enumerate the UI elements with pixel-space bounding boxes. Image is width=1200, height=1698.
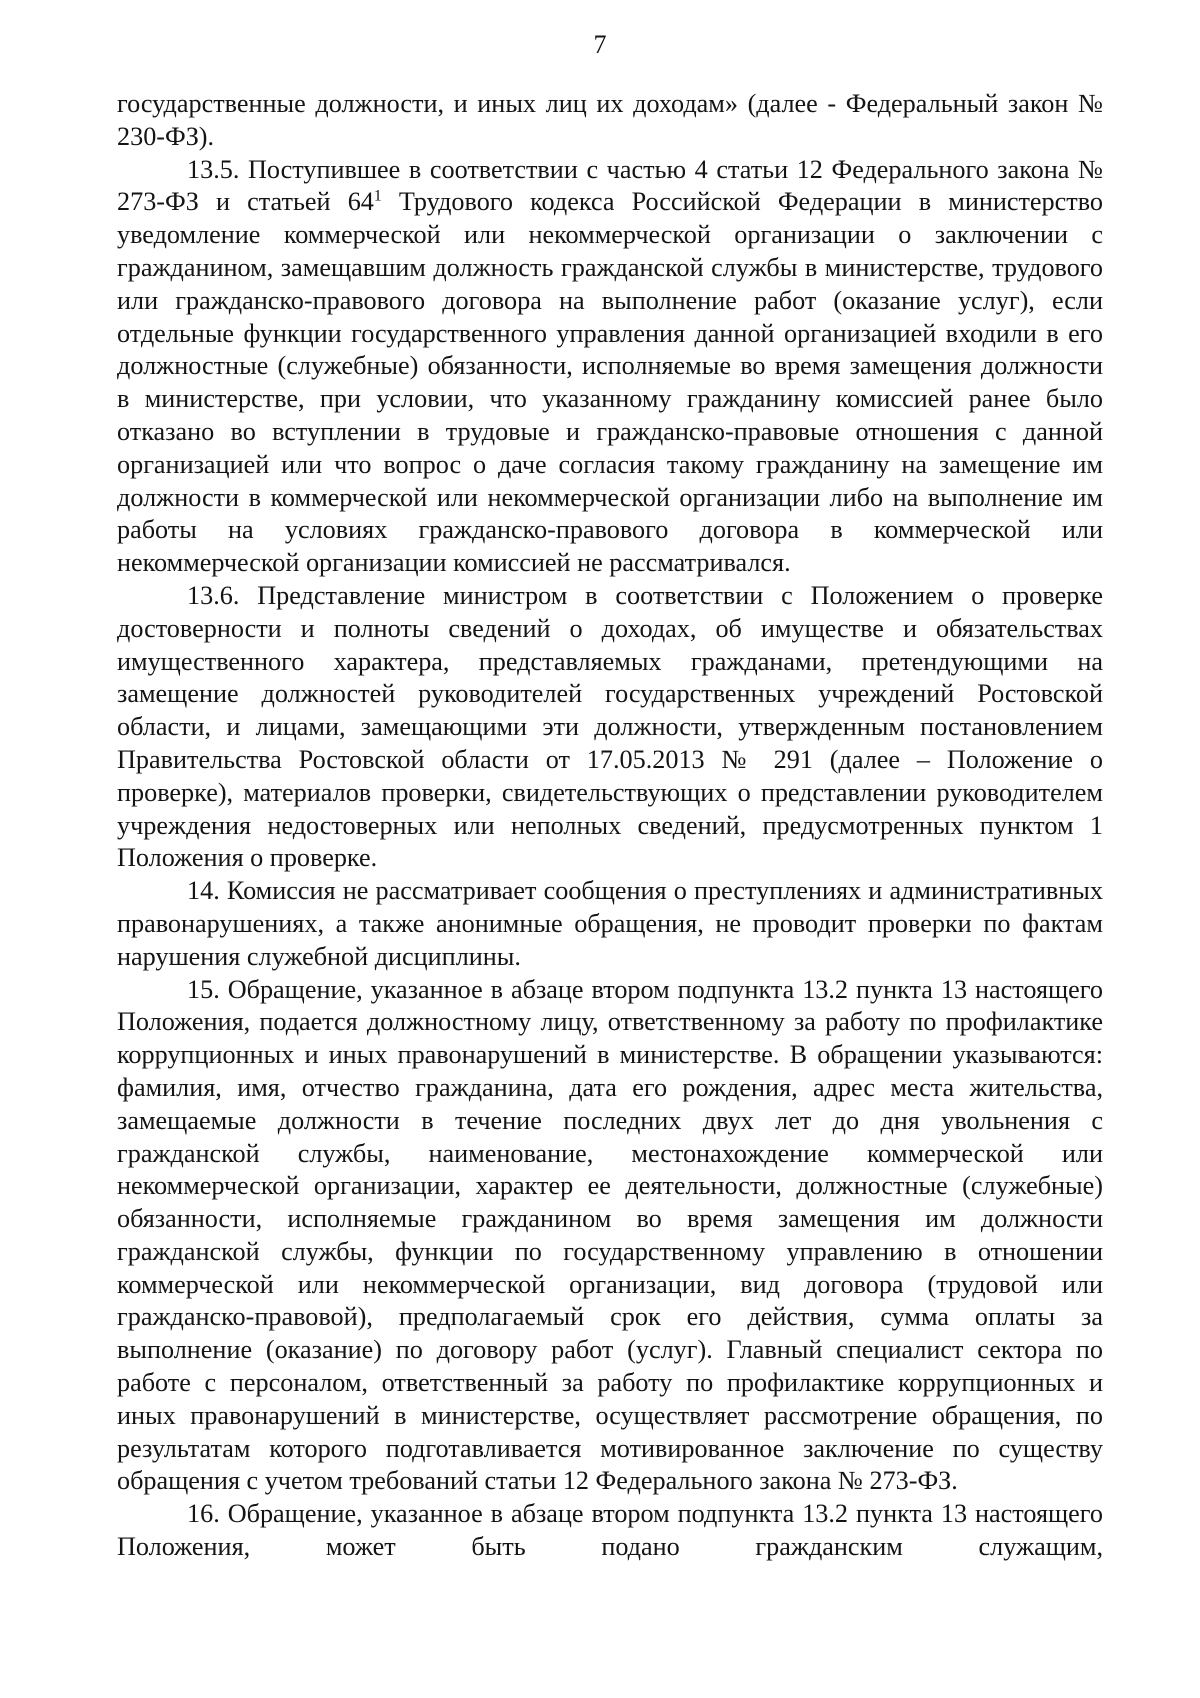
paragraph-13-6: 13.6. Представление министром в соответствии с Положением о проверке достоверности и полноты сведений о доходах, об имуществе и обязательствах имущественного характера, представляемых гражданами, претендующими на замещение должностей руководителей государственных учреждений Ростовской области, и лицами, замещающими эти должности, утвержденным постановлением Правительства Ростовской области от 17.05.2013 № 291 (далее – Положение о проверке), материалов проверки, свидетельствующих о представлении руководителем учреждения недостоверных или неполных сведений, предусмотренных пунктом 1 Положения о проверке. [117, 580, 1103, 873]
paragraph-13-5-rest: Трудового кодекса Российской Федерации в министерство уведомление коммерческой или некоммерческой организации о заключении с гражданином, замещавшим должность гражданской службы в министерстве, трудового или гражданско-правового договора на выполнение работ (оказание услуг), если отдельные функции государственного управления данной организацией входили в его должностные (служебные) обязанности, исполняемые во время замещения должности в министерстве, при условии, что указанному гражданину комиссией ранее было отказано во вступлении в трудовые и гражданско-правовые отношения с данной организацией или что вопрос о даче согласия такому гражданину на замещение им должности в коммерческой или некоммерческой организации либо на выполнение им работы на условиях гражданско-правового договора в коммерческой или некоммерческой организации комиссией не рассматривался. [117, 187, 1103, 578]
page-number: 7 [593, 30, 607, 59]
paragraph-16: 16. Обращение, указанное в абзаце втором подпункта 13.2 пункта 13 настоящего Положения, может быть подано гражданским служащим, [117, 1499, 1103, 1562]
paragraph-13-5-start: 13.5. Поступившее в соответствии с частью 4 статьи 12 Федерального закона № 273-ФЗ и статьей 64 [117, 154, 1103, 217]
superscript-article-number: 1 [373, 187, 382, 205]
paragraph-14: 14. Комиссия не рассматривает сообщения о преступлениях и административных правонарушениях, а также анонимные обращения, не проводит проверки по фактам нарушения служебной дисциплины. [117, 876, 1103, 971]
paragraph-13-5 [117, 154, 1103, 580]
paragraph-15: 15. Обращение, указанное в абзаце втором подпункта 13.2 пункта 13 настоящего Положения, подается должностному лицу, ответственному за работу по профилактике коррупционных и иных правонарушений в министерстве. В обращении указываются: фамилия, имя, отчество гражданина, дата его рождения, адрес места жительства, замещаемые должности в течение последних двух лет до дня увольнения с гражданской службы, наименование, местонахождение коммерческой или некоммерческой организации, характер ее деятельности, должностные (служебные) обязанности, исполняемые гражданином во время замещения им должности гражданской службы, функции по государственному управлению в отношении коммерческой или некоммерческой организации, вид договора (трудовой или гражданско-правовой), предполагаемый срок его действия, сумма оплаты за выполнение (оказание) по договору работ (услуг). Главный специалист сектора по работе с персоналом, ответственный за работу по профилактике коррупционных и иных правонарушений в министерстве, осуществляет рассмотрение обращения, по результатам которого подготавливается мотивированное заключение по существу обращения с учетом требований статьи 12 Федерального закона № 273-ФЗ. [117, 974, 1103, 1496]
document-body [117, 88, 1103, 1564]
paragraph-continuation: государственные должности, и иных лиц их доходам» (далее - Федеральный закон № 230-ФЗ). [117, 89, 1103, 151]
